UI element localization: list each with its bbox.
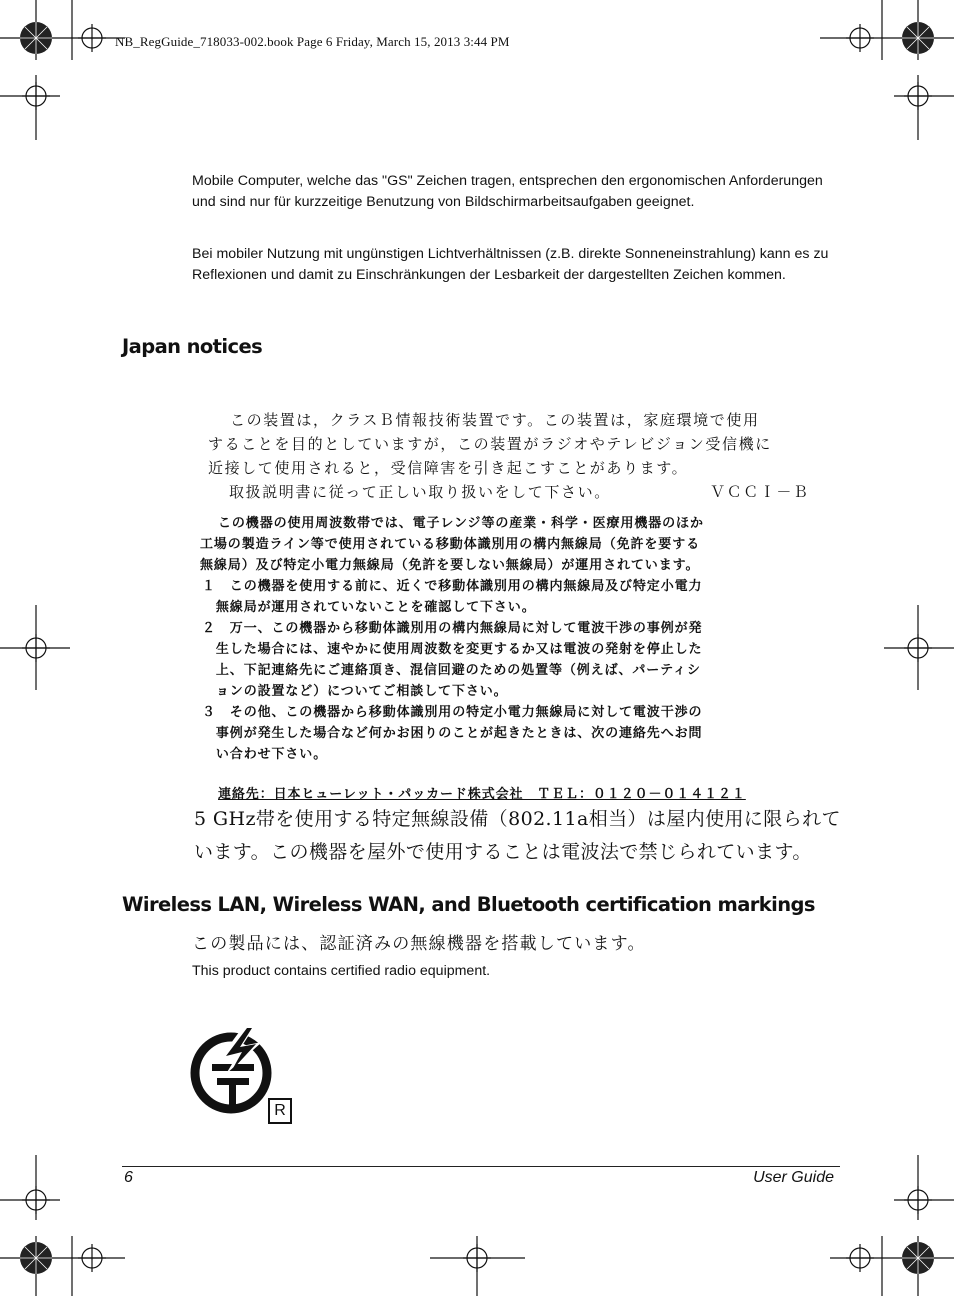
giteki-certification-mark-icon (190, 1018, 300, 1124)
heading-wireless-certification: Wireless LAN, Wireless WAN, and Bluetooth certification markings (122, 893, 815, 916)
japan-notice-image (194, 400, 841, 870)
radio-notice-line: １ この機器を使用する前に、近くで移動体識別用の構内無線局及び特定小電力 (202, 579, 703, 594)
wireless-japanese-text: この製品には、認証済みの無線機器を搭載しています。 (192, 934, 646, 954)
vcci-class-mark: ＶＣＣＩ－Ｂ (710, 483, 810, 501)
paragraph-gs-mark: Mobile Computer, welche das "GS" Zeichen tragen, entsprechen den ergonomischen Anforderungen und sind nur für kurzzeitige Benutzung von Bildschirmarbeitsaufgaben geeignet. (192, 173, 823, 210)
radio-notice-line: 生した場合には、速やかに使用周波数を変更するか又は電波の発射を停止した (202, 642, 703, 657)
vcci-line: することを目的としていますが，この装置がラジオやテレビジョン受信機に (208, 435, 772, 453)
radio-notice-line: 無線局が運用されていないことを確認して下さい。 (202, 600, 536, 615)
radio-notice-line: ２ 万一、この機器から移動体識別用の構内無線局に対して電波干渉の事例が発 (202, 621, 703, 636)
vcci-line: 近接して使用されると，受信障害を引き起こすことがあります。 (208, 459, 689, 477)
vcci-line: 取扱説明書に従って正しい取り扱いをして下さい。 (229, 483, 611, 501)
radio-notice-line: ョンの設置など）についてご相談して下さい。 (202, 684, 508, 699)
wireless-english-text: This product contains certified radio equipment. (192, 963, 491, 979)
radio-notice-line: 上、下記連絡先にご連絡頂き、混信回避のための処置等（例えば、パーティシ (202, 663, 701, 678)
vcci-line: この装置は，クラスＢ情報技術装置です。この装置は，家庭環境で使用 (230, 411, 760, 429)
radio-notice-line: 工場の製造ライン等で使用されている移動体識別用の構内無線局（免許を要する (200, 537, 701, 552)
registration-mark-icon: R (268, 1098, 292, 1124)
ghz-notice-line: います。この機器を屋外で使用することは電波法で禁じられています。 (194, 841, 812, 863)
ghz-notice-line: 5 GHz帯を使用する特定無線設備（802.11a相当）は屋内使用に限られて (194, 808, 841, 830)
footer-rule (122, 1166, 840, 1167)
print-header-file-info: NB_RegGuide_718033-002.book Page 6 Friday, March 15, 2013 3:44 PM (115, 34, 510, 49)
paragraph-mobile-usage: Bei mobiler Nutzung mit ungünstigen Lichtverhältnissen (z.B. direkte Sonneneinstrahlung) kann es zu Reflexionen und damit zu Einschränkungen der Lesbarkeit der dargestellten Zeichen kommen. (192, 246, 829, 283)
radio-notice-line: ３ その他、この機器から移動体識別用の特定小電力無線局に対して電波干渉の (202, 705, 703, 720)
radio-notice-line: この機器の使用周波数帯では、電子レンジ等の産業・科学・医療用機器のほか (218, 516, 704, 531)
contact-line: 連絡先：日本ヒューレット・パッカード株式会社 ＴＥＬ：０１２０－０１４１２１ (218, 787, 746, 802)
heading-japan-notices: Japan notices (122, 335, 263, 358)
radio-notice-line: 無線局）及び特定小電力無線局（免許を要しない無線局）が運用されています。 (200, 558, 700, 573)
radio-notice-line: 事例が発生した場合など何かお困りのことが起きたときは、次の連絡先へお問 (202, 726, 703, 741)
footer-page-number: 6 (124, 1169, 133, 1186)
footer-title: User Guide (753, 1169, 834, 1186)
radio-notice-line: い合わせ下さい。 (202, 747, 328, 762)
